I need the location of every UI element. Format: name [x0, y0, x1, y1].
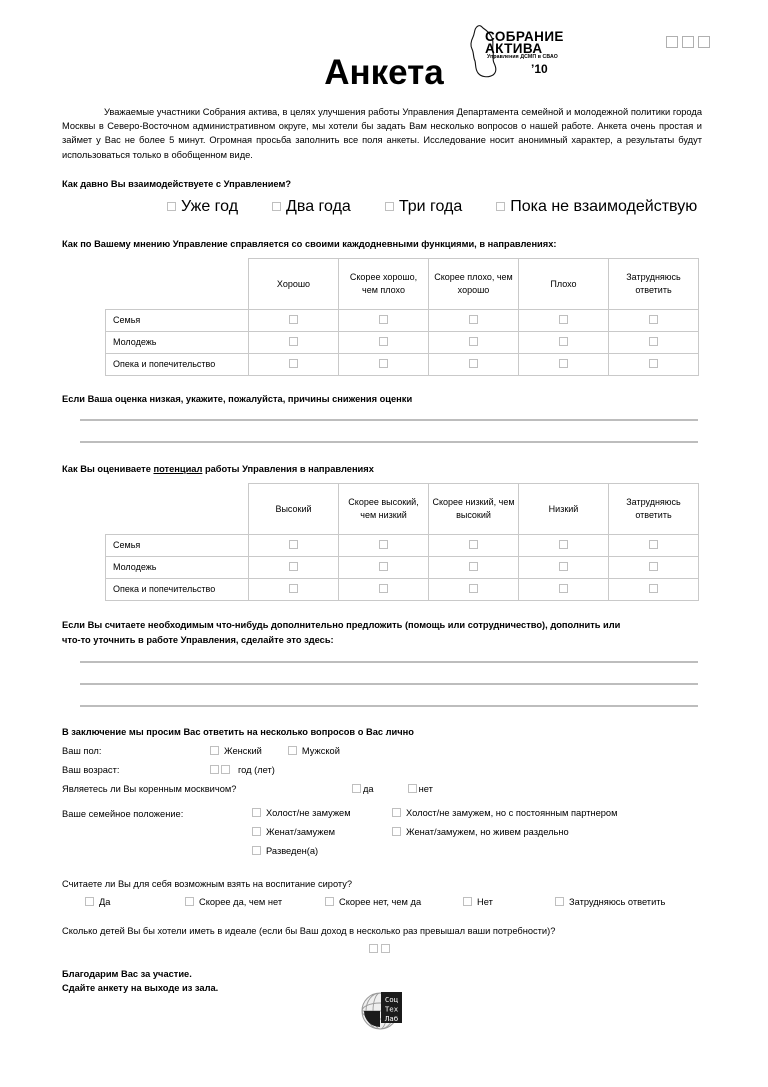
marital-column-b [392, 808, 682, 865]
marital-option[interactable] [252, 846, 392, 856]
q1-option-label: Уже год [181, 197, 239, 215]
row-header: Опека и попечительство [106, 578, 249, 600]
checkbox-icon[interactable] [559, 315, 568, 324]
question-2-table [105, 258, 699, 376]
q4-label-before: Как Вы оцениваете [62, 463, 154, 474]
age-digit-boxes [210, 765, 275, 775]
table-row [106, 556, 699, 578]
native-option[interactable] [352, 784, 374, 794]
answer-cell[interactable] [249, 578, 339, 600]
checkbox-icon[interactable] [379, 337, 388, 346]
gender-option-label: Женский [224, 745, 262, 756]
table-corner-cell [106, 258, 249, 309]
orphan-option[interactable] [185, 897, 325, 907]
checkbox-icon[interactable] [559, 540, 568, 549]
answer-cell[interactable] [609, 556, 699, 578]
marital-option[interactable] [392, 808, 682, 818]
answer-cell[interactable] [339, 331, 429, 353]
checkbox-icon[interactable] [408, 784, 417, 793]
question-1-label: Как давно Вы взаимодействуете с Управлением? [62, 178, 292, 189]
questionnaire-body [62, 105, 702, 953]
checkbox-icon[interactable] [649, 315, 658, 324]
q4-label-after: работы Управления в направлениях [202, 463, 374, 474]
q1-option-label: Три года [398, 197, 463, 215]
answer-cell[interactable] [339, 534, 429, 556]
answer-cell[interactable] [339, 309, 429, 331]
checkbox-icon[interactable] [289, 584, 298, 593]
checkbox-icon[interactable] [469, 315, 478, 324]
question-2-label: Как по Вашему мнению Управление справляется со своими каждодневными функциями, в направлениях: [62, 238, 557, 249]
code-box[interactable] [666, 36, 678, 48]
answer-cell[interactable] [339, 353, 429, 375]
checkbox-icon[interactable] [289, 359, 298, 368]
personal-section-heading: В заключение мы просим Вас ответить на несколько вопросов о Вас лично [62, 726, 414, 737]
column-header: Хорошо [249, 258, 339, 309]
marital-status-options [252, 808, 682, 865]
gender-options [210, 746, 340, 756]
checkbox-icon[interactable] [85, 897, 94, 906]
soctehlab-logo [360, 987, 406, 1031]
checkbox-icon[interactable] [379, 359, 388, 368]
table-header-row [106, 258, 699, 309]
native-option-label: нет [418, 783, 433, 794]
answer-cell[interactable] [429, 534, 519, 556]
row-header: Опека и попечительство [106, 353, 249, 375]
orphan-option[interactable] [555, 897, 665, 907]
marital-option-label: Разведен(а) [266, 845, 319, 856]
table-row [106, 578, 699, 600]
checkbox-icon[interactable] [379, 562, 388, 571]
native-muscovite-label: Являетесь ли Вы коренным москвичом? [62, 783, 237, 794]
checkbox-icon[interactable] [325, 897, 334, 906]
native-option[interactable] [408, 784, 433, 794]
checkbox-icon[interactable] [167, 202, 176, 211]
answer-cell[interactable] [249, 534, 339, 556]
marital-status-label: Ваше семейное положение: [62, 808, 184, 819]
write-in-line[interactable] [80, 705, 698, 707]
table-row [106, 309, 699, 331]
question-4-label [62, 463, 702, 476]
marital-option-label: Холост/не замужем [266, 807, 351, 818]
answer-cell[interactable] [429, 353, 519, 375]
age-label: Ваш возраст: [62, 764, 120, 775]
q1-option[interactable] [167, 198, 238, 216]
checkbox-icon[interactable] [649, 359, 658, 368]
answer-cell[interactable] [609, 534, 699, 556]
code-box[interactable] [698, 36, 710, 48]
code-box[interactable] [682, 36, 694, 48]
answer-cell[interactable] [519, 331, 609, 353]
gender-option-label: Мужской [301, 745, 340, 756]
brand-year: ’10 [531, 62, 548, 76]
question-5-label-line-2: что-то уточнить в работе Управления, сделайте это здесь: [62, 634, 334, 645]
orphan-question-label: Считаете ли Вы для себя возможным взять на воспитание сироту? [62, 878, 353, 889]
intro-paragraph: Уважаемые участники Собрания актива, в целях улучшения работы Управления Департамента семейной и молодежной политики города Москвы в Северо-Восточном административном округе, мы хотели бы задать Вам несколько вопросов о нашей работе. Анкета очень простая и займет у Вас не более 5 минут. Огромная просьба заполнить все поля анкеты. Исследование носит анонимный характер, а результаты будут использоваться только в обобщенном виде. [62, 107, 702, 160]
orphan-option-label: Нет [477, 896, 493, 907]
gender-option[interactable] [288, 746, 340, 756]
marital-option[interactable] [252, 808, 392, 818]
age-question [62, 765, 702, 775]
checkbox-icon[interactable] [252, 808, 261, 817]
column-header: Высокий [249, 483, 339, 534]
marital-option[interactable] [252, 827, 392, 837]
column-header: Плохо [519, 258, 609, 309]
question-5-label [62, 618, 702, 648]
table-row [106, 331, 699, 353]
checkbox-icon[interactable] [559, 359, 568, 368]
answer-cell[interactable] [249, 309, 339, 331]
orphan-question-options [85, 897, 702, 907]
table-row [106, 353, 699, 375]
logo-text-line-1: Соц [384, 995, 399, 1004]
table-corner-cell [106, 483, 249, 534]
brand-subtitle: Управления ДСМП в СВАО [487, 54, 558, 60]
orphan-option[interactable] [463, 897, 555, 907]
logo-text-line-3: Лаб [384, 1014, 399, 1024]
column-header: Скорее плохо, чем хорошо [429, 258, 519, 309]
checkbox-icon[interactable] [469, 337, 478, 346]
digit-box[interactable] [369, 944, 378, 953]
answer-cell[interactable] [609, 353, 699, 375]
checkbox-icon[interactable] [463, 897, 472, 906]
question-5-label-line-1: Если Вы считаете необходимым что-нибудь дополнительно предложить (помощь или сотрудничество), дополнить или [62, 619, 621, 630]
page-footer [62, 967, 702, 1024]
checkbox-icon[interactable] [649, 562, 658, 571]
column-header: Затрудняюсь ответить [609, 258, 699, 309]
gender-label: Ваш пол: [62, 745, 102, 756]
native-muscovite-question [62, 784, 702, 794]
marital-option-label: Холост/не замужем, но с постоянным партнером [406, 807, 618, 818]
checkbox-icon[interactable] [649, 337, 658, 346]
q1-option[interactable] [496, 198, 697, 216]
checkbox-icon[interactable] [469, 540, 478, 549]
checkbox-icon[interactable] [559, 562, 568, 571]
digit-box[interactable] [381, 944, 390, 953]
marital-column-a [252, 808, 392, 865]
question-5-write-in-lines [80, 661, 698, 707]
checkbox-icon[interactable] [379, 584, 388, 593]
checkbox-icon[interactable] [289, 540, 298, 549]
answer-cell[interactable] [429, 556, 519, 578]
checkbox-icon[interactable] [555, 897, 564, 906]
answer-cell[interactable] [429, 309, 519, 331]
question-4-table [105, 483, 699, 601]
column-header: Низкий [519, 483, 609, 534]
checkbox-icon[interactable] [385, 202, 394, 211]
answer-cell[interactable] [429, 331, 519, 353]
brand-logo [468, 22, 578, 84]
logo-text-line-2: Тех [384, 1004, 399, 1014]
question-1-options [167, 198, 702, 216]
checkbox-icon[interactable] [559, 584, 568, 593]
checkbox-icon[interactable] [559, 337, 568, 346]
children-question-label: Сколько детей Вы бы хотели иметь в идеале (если бы Ваш доход в несколько раз превышал ваши потребности)? [62, 925, 556, 936]
brand-line-2: АКТИВА [485, 41, 543, 56]
column-header: Затрудняюсь ответить [609, 483, 699, 534]
orphan-option-label: Затрудняюсь ответить [569, 896, 666, 907]
thanks-line-1: Благодарим Вас за участие. [62, 969, 192, 979]
checkbox-icon[interactable] [252, 846, 261, 855]
answer-cell[interactable] [519, 578, 609, 600]
checkbox-icon[interactable] [252, 827, 261, 836]
orphan-option-label: Да [99, 896, 111, 907]
column-header: Скорее низкий, чем высокий [429, 483, 519, 534]
page-title: Анкета [324, 53, 444, 92]
row-header: Молодежь [106, 331, 249, 353]
answer-cell[interactable] [519, 556, 609, 578]
native-option-label: да [363, 783, 374, 794]
checkbox-icon[interactable] [469, 584, 478, 593]
checkbox-icon[interactable] [289, 315, 298, 324]
marital-option-label: Женат/замужем, но живем раздельно [406, 826, 569, 837]
checkbox-icon[interactable] [289, 337, 298, 346]
marital-option-label: Женат/замужем [266, 826, 336, 837]
orphan-option-label: Скорее нет, чем да [339, 896, 422, 907]
answer-cell[interactable] [249, 556, 339, 578]
answer-cell[interactable] [609, 578, 699, 600]
q1-option[interactable] [272, 198, 351, 216]
q1-option-label: Пока не взаимодействую [510, 197, 698, 215]
checkbox-icon[interactable] [210, 746, 219, 755]
answer-cell[interactable] [609, 309, 699, 331]
checkbox-icon[interactable] [649, 540, 658, 549]
orphan-option-label: Скорее да, чем нет [199, 896, 283, 907]
question-3-write-in-lines [80, 419, 698, 443]
age-unit-label: год (лет) [238, 764, 275, 775]
row-header: Молодежь [106, 556, 249, 578]
answer-cell[interactable] [519, 309, 609, 331]
checkbox-icon[interactable] [379, 540, 388, 549]
checkbox-icon[interactable] [352, 784, 361, 793]
marital-status-question [62, 808, 702, 865]
gender-question [62, 746, 702, 756]
checkbox-icon[interactable] [289, 562, 298, 571]
answer-cell[interactable] [339, 578, 429, 600]
answer-cell[interactable] [429, 578, 519, 600]
answer-cell[interactable] [339, 556, 429, 578]
write-in-line[interactable] [80, 683, 698, 685]
answer-cell[interactable] [249, 353, 339, 375]
answer-cell[interactable] [519, 353, 609, 375]
checkbox-icon[interactable] [185, 897, 194, 906]
children-count-boxes [369, 944, 702, 953]
digit-box[interactable] [221, 765, 230, 774]
write-in-line[interactable] [80, 419, 698, 421]
checkbox-icon[interactable] [379, 315, 388, 324]
q4-label-underlined: потенциал [153, 463, 203, 474]
column-header: Скорее высокий, чем низкий [339, 483, 429, 534]
answer-cell[interactable] [609, 331, 699, 353]
write-in-line[interactable] [80, 661, 698, 663]
page-header [0, 0, 768, 105]
checkbox-icon[interactable] [469, 562, 478, 571]
column-header: Скорее хорошо, чем плохо [339, 258, 429, 309]
q1-option[interactable] [385, 198, 462, 216]
age-input-group [210, 765, 275, 775]
digit-box[interactable] [210, 765, 219, 774]
checkbox-icon[interactable] [469, 359, 478, 368]
checkbox-icon[interactable] [288, 746, 297, 755]
answer-cell[interactable] [519, 534, 609, 556]
checkbox-icon[interactable] [496, 202, 505, 211]
checkbox-icon[interactable] [392, 827, 401, 836]
q1-option-label: Два года [286, 197, 351, 215]
brand-line-1: СОБРАНИЕ [485, 29, 564, 44]
table-row [106, 534, 699, 556]
checkbox-icon[interactable] [392, 808, 401, 817]
question-3-label: Если Ваша оценка низкая, укажите, пожалуйста, причины снижения оценки [62, 393, 413, 404]
checkbox-icon[interactable] [649, 584, 658, 593]
answer-cell[interactable] [249, 331, 339, 353]
row-header: Семья [106, 309, 249, 331]
table-header-row [106, 483, 699, 534]
corner-code-boxes [666, 36, 710, 48]
checkbox-icon[interactable] [272, 202, 281, 211]
orphan-option[interactable] [85, 897, 185, 907]
thanks-line-2: Сдайте анкету на выходе из зала. [62, 983, 219, 993]
write-in-line[interactable] [80, 441, 698, 443]
gender-option[interactable] [210, 746, 262, 756]
row-header: Семья [106, 534, 249, 556]
marital-option[interactable] [392, 827, 682, 837]
orphan-option[interactable] [325, 897, 463, 907]
